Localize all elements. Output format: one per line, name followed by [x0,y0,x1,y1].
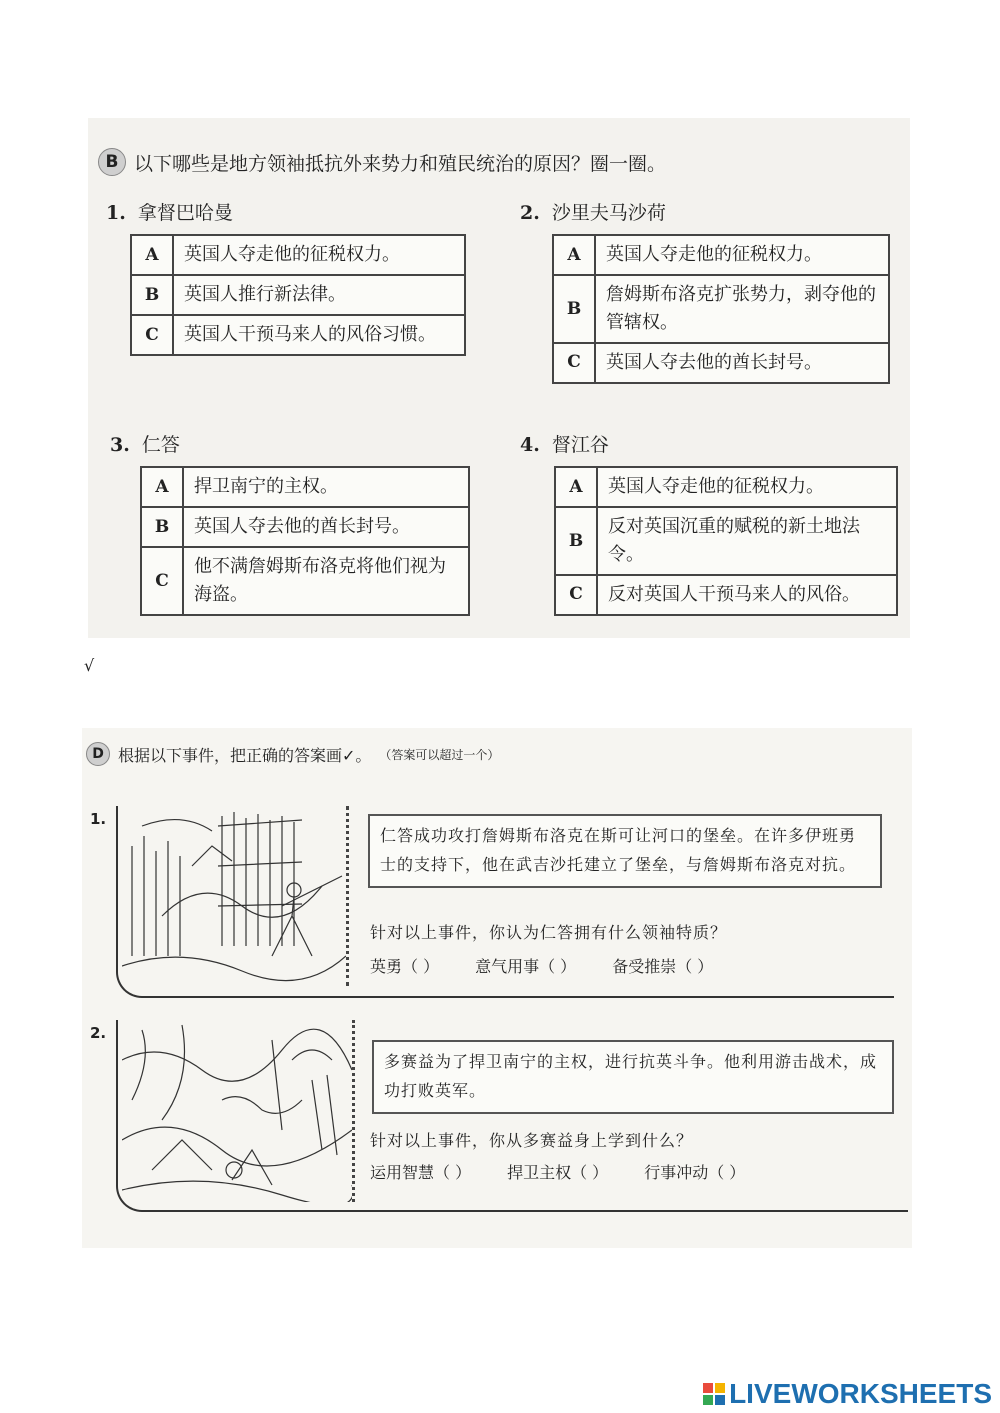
section-d-badge: D [86,742,110,766]
event-2-num: 2. [90,1024,107,1042]
question-num: 3. [110,434,130,456]
option-row[interactable] [555,507,897,575]
option-text: 英国人夺走他的征税权力。 [173,235,465,275]
option-row[interactable] [131,315,465,355]
question-num: 2. [520,202,540,224]
option-text: 反对英国人干预马来人的风俗。 [597,575,897,615]
question-1-title [106,198,233,225]
event-2-illustration [122,1020,355,1202]
question-4-title [520,430,609,457]
question-num: 1. [106,202,126,224]
event-1-question: 针对以上事件，你认为仁答拥有什么领袖特质？ [370,923,728,942]
option-row[interactable] [553,275,889,343]
option-letter: B [553,275,595,343]
question-2-options [552,234,890,384]
option-text: 英国人夺走他的征税权力。 [595,235,889,275]
leader-name: 督江谷 [551,434,609,456]
choice-option[interactable]: 英勇（ ） [370,957,440,976]
event-2-description: 多赛益为了捍卫南宁的主权，进行抗英斗争。他利用游击战术，成功打败英军。 [372,1040,894,1114]
option-text: 英国人夺去他的酋长封号。 [595,343,889,383]
event-1-description: 仁答成功攻打詹姆斯布洛克在斯可让河口的堡垒。在许多伊班勇士的支持下，他在武吉沙托建立了堡垒，与詹姆斯布洛克对抗。 [368,814,882,888]
question-4-options [554,466,898,616]
event-1-illustration [122,806,349,986]
option-row[interactable] [141,467,469,507]
choice-option[interactable]: 意气用事（ ） [475,957,577,976]
section-b-instruction: 以下哪些是地方领袖抵抗外来势力和殖民统治的原因？圈一圈。 [134,152,667,175]
leader-name: 沙里夫马沙荷 [551,202,666,224]
option-text: 詹姆斯布洛克扩张势力，剥夺他的管辖权。 [595,275,889,343]
option-text: 英国人干预马来人的风俗习惯。 [173,315,465,355]
event-2-card [116,1020,908,1212]
option-text: 英国人夺去他的酋长封号。 [183,507,469,547]
event-1-choices [370,954,713,977]
choice-option[interactable]: 捍卫主权（ ） [507,1163,609,1182]
question-3-title [110,430,180,457]
option-letter: C [131,315,173,355]
option-row[interactable] [553,235,889,275]
option-letter: B [141,507,183,547]
leader-name: 拿督巴哈曼 [137,202,233,224]
check-symbol[interactable]: √ [84,656,95,675]
section-d-note: （答案可以超过一个） [379,747,500,762]
option-letter: B [131,275,173,315]
question-2-title [520,198,666,225]
option-letter: B [555,507,597,575]
option-row[interactable] [555,575,897,615]
question-num: 4. [520,434,540,456]
option-row[interactable] [141,507,469,547]
option-row[interactable] [131,235,465,275]
option-text: 他不满詹姆斯布洛克将他们视为海盗。 [183,547,469,615]
option-letter: A [131,235,173,275]
liveworksheets-logo-icon [703,1383,725,1405]
option-row[interactable] [553,343,889,383]
section-b-scan [88,118,910,638]
event-1-num: 1. [90,810,107,828]
battle-fort-illustration [122,806,346,986]
leader-name: 仁答 [141,434,180,456]
option-letter: C [553,343,595,383]
question-3-options [140,466,470,616]
option-text: 捍卫南宁的主权。 [183,467,469,507]
section-d-header [86,742,499,766]
event-2-choices [370,1160,745,1183]
liveworksheets-watermark [703,1378,992,1410]
section-b-badge: B [98,148,126,176]
option-row[interactable] [555,467,897,507]
option-letter: A [555,467,597,507]
option-row[interactable] [141,547,469,615]
option-letter: A [141,467,183,507]
option-text: 反对英国沉重的赋税的新土地法令。 [597,507,897,575]
event-2-question: 针对以上事件，你从多赛益身上学到什么？ [370,1131,694,1150]
choice-option[interactable]: 运用智慧（ ） [370,1163,472,1182]
watermark-text: LIVEWORKSHEETS [729,1378,992,1409]
option-letter: A [553,235,595,275]
option-text: 英国人夺走他的征税权力。 [597,467,897,507]
option-letter: C [141,547,183,615]
choice-option[interactable]: 行事冲动（ ） [644,1163,746,1182]
option-letter: C [555,575,597,615]
option-row[interactable] [131,275,465,315]
option-text: 英国人推行新法律。 [173,275,465,315]
choice-option[interactable]: 备受推崇（ ） [612,957,714,976]
section-b-header [98,148,666,176]
section-d-instruction: 根据以下事件，把正确的答案画✓。 [118,745,372,765]
question-1-options [130,234,466,356]
jungle-ambush-illustration [122,1020,352,1202]
event-1-card [116,806,894,998]
section-d-scan [82,728,912,1248]
